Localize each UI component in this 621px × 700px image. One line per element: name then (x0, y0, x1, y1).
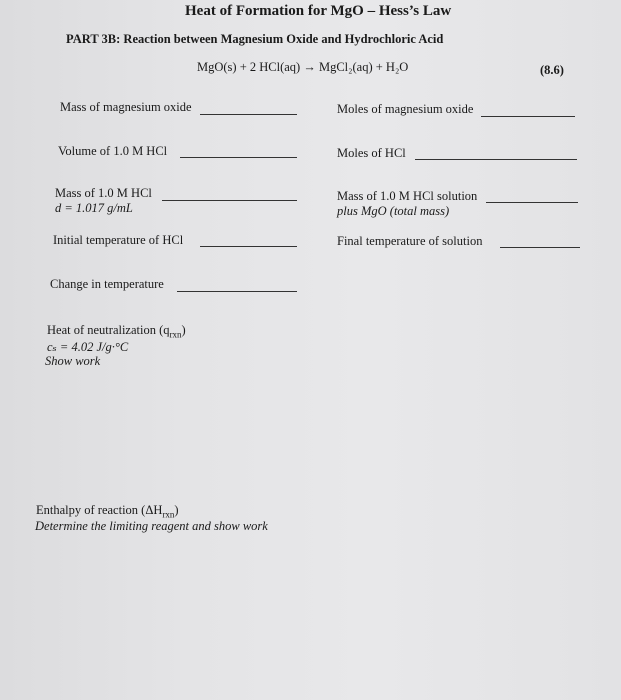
moles-hcl-label: Moles of HCl (337, 146, 406, 160)
change-temp-label: Change in temperature (50, 277, 164, 291)
enthalpy-label-close: ) (174, 503, 179, 517)
heat-label-text: Heat of neutralization (q (47, 323, 170, 337)
moles-mgo-blank (481, 116, 575, 117)
final-temp-blank (500, 247, 580, 248)
mass-mgo-label: Mass of magnesium oxide (60, 100, 192, 114)
moles-mgo-label: Moles of magnesium oxide (337, 102, 474, 116)
enthalpy-label-text: Enthalpy of reaction (ΔH (36, 503, 163, 517)
final-temp-label: Final temperature of solution (337, 234, 483, 248)
enthalpy-label (36, 503, 179, 520)
equation-number: (8.6) (540, 63, 564, 77)
page-title: Heat of Formation for MgO – Hess’s Law (185, 3, 452, 19)
part-heading: PART 3B: Reaction between Magnesium Oxide and Hydrochloric Acid (66, 32, 444, 46)
volume-hcl-label: Volume of 1.0 M HCl (58, 144, 168, 158)
mass-hcl-solution-blank (486, 202, 578, 203)
mass-hcl-solution-label: Mass of 1.0 M HCl solution (337, 189, 478, 203)
mass-hcl-blank (162, 200, 297, 201)
heat-label-subscript: rxn (169, 329, 182, 340)
volume-hcl-blank (180, 157, 297, 158)
heat-label-close: ) (181, 323, 186, 337)
initial-temp-blank (200, 246, 297, 247)
reaction-equation: MgO(s) + 2 HCl(aq) → MgCl₂(aq) + H₂O (197, 60, 409, 74)
total-mass-note: plus MgO (total mass) (337, 204, 450, 218)
mass-mgo-blank (200, 114, 297, 115)
heat-label (47, 323, 186, 340)
moles-hcl-blank (415, 159, 577, 160)
enthalpy-label-subscript: rxn (162, 509, 175, 520)
show-work-note: Show work (45, 354, 101, 368)
change-temp-blank (177, 291, 297, 292)
density-note: d = 1.017 g/mL (55, 201, 133, 215)
specific-heat-note: cₛ = 4.02 J/g·°C (47, 340, 129, 354)
mass-hcl-label: Mass of 1.0 M HCl (55, 186, 152, 200)
limiting-reagent-note: Determine the limiting reagent and show work (35, 519, 268, 533)
initial-temp-label: Initial temperature of HCl (53, 233, 184, 247)
